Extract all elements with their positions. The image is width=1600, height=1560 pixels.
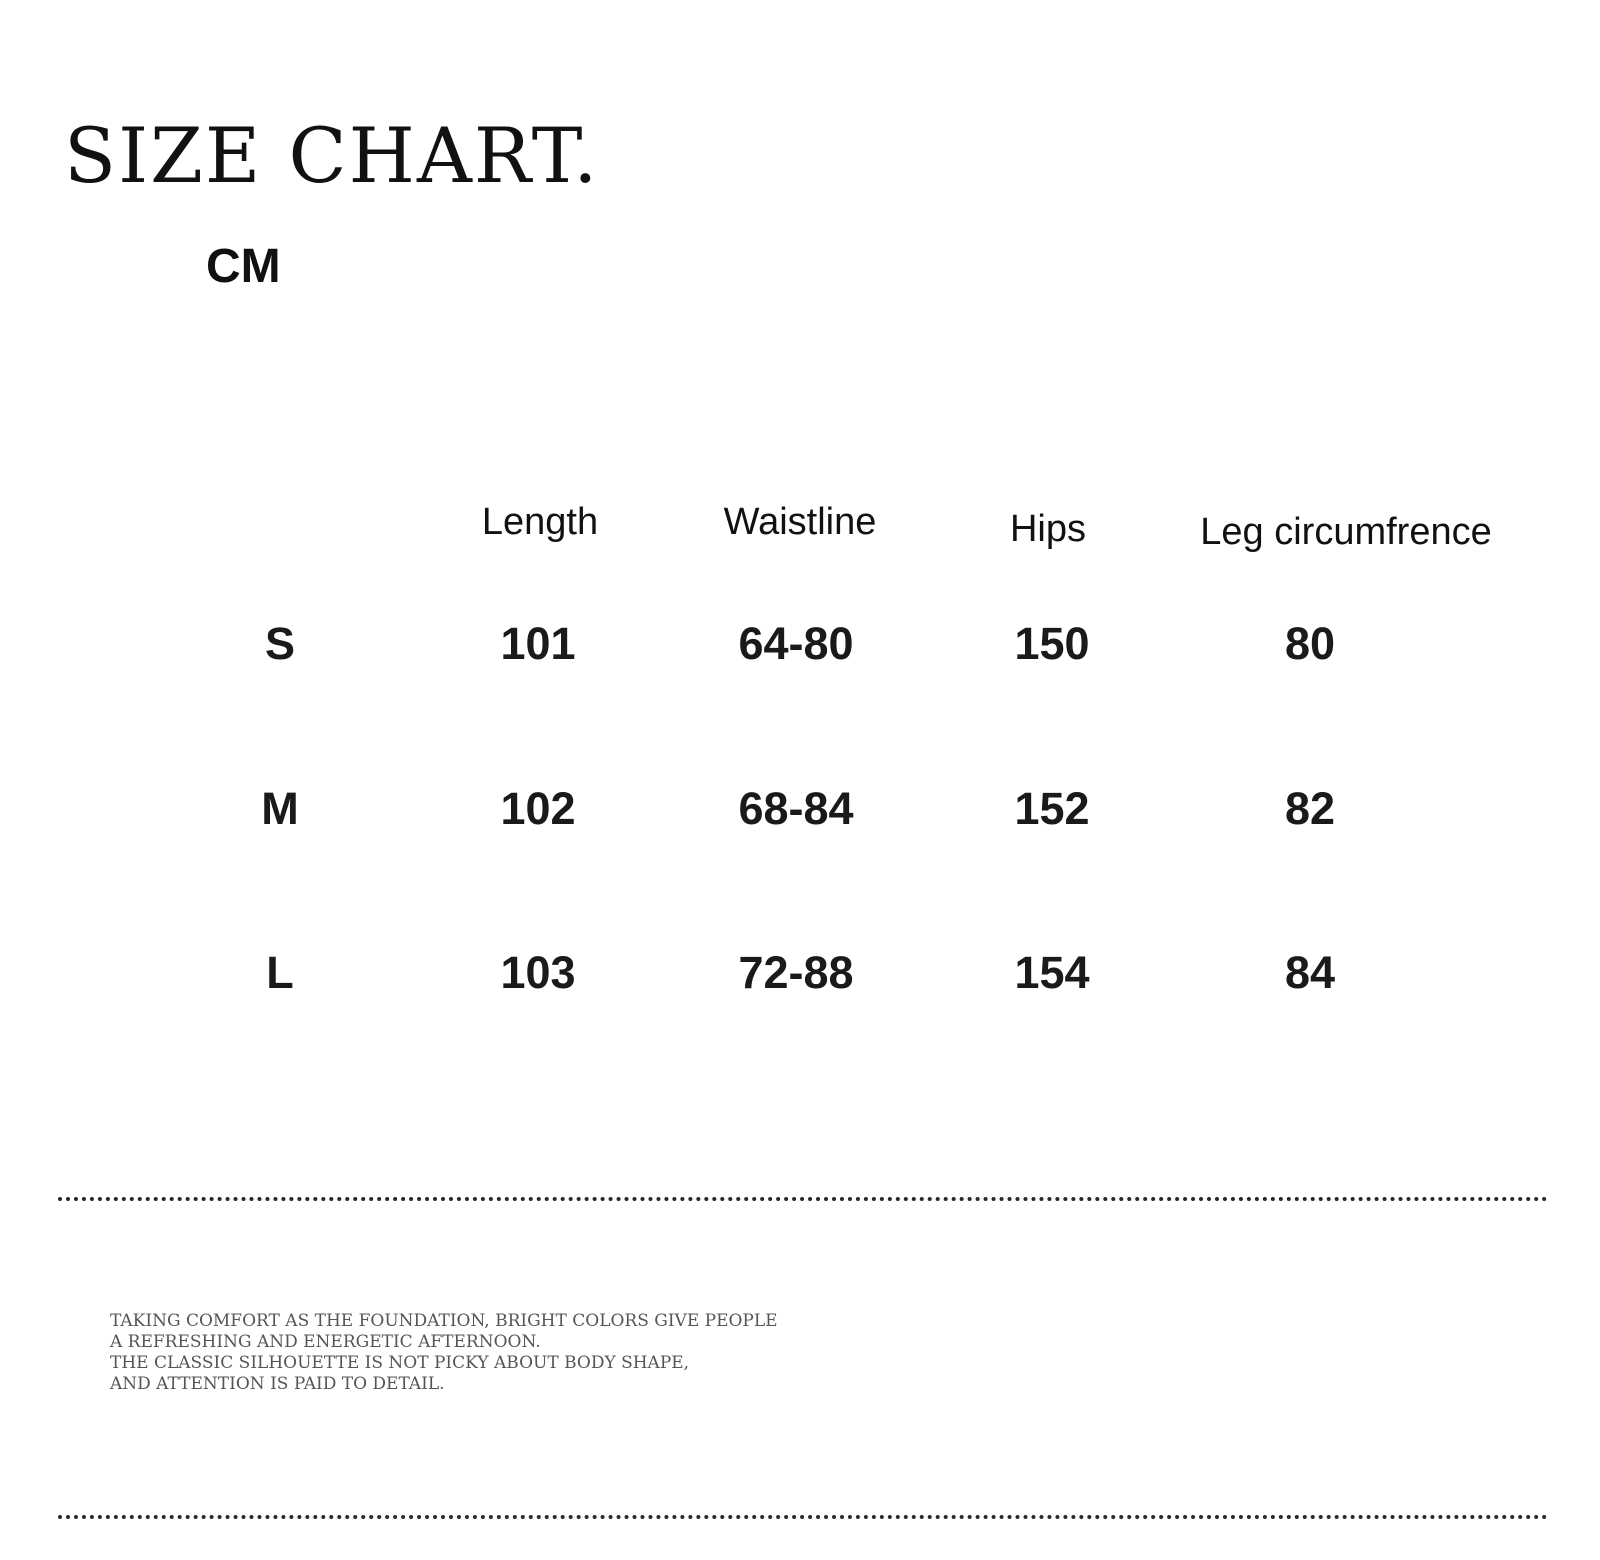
header-waistline: Waistline xyxy=(723,501,877,543)
row-size-label: M xyxy=(261,783,299,834)
header-length: Length xyxy=(481,501,599,543)
header-leg-circumference: Leg circumfrence xyxy=(1200,511,1492,553)
unit-label: CM xyxy=(206,240,281,293)
row-size-label: S xyxy=(264,618,296,669)
cell-leg-circumference: 80 xyxy=(1284,618,1336,669)
cell-waistline: 68-84 xyxy=(738,783,854,834)
cell-waistline: 64-80 xyxy=(738,618,854,669)
cell-length: 101 xyxy=(500,618,576,669)
description-line: TAKING COMFORT AS THE FOUNDATION, BRIGHT COLORS GIVE PEOPLE xyxy=(110,1311,778,1331)
description-line: AND ATTENTION IS PAID TO DETAIL. xyxy=(110,1374,445,1394)
header-hips: Hips xyxy=(1009,508,1087,550)
description-line: THE CLASSIC SILHOUETTE IS NOT PICKY ABOUT BODY SHAPE, xyxy=(110,1353,690,1373)
row-size-label: L xyxy=(266,947,294,998)
description-text xyxy=(110,1311,778,1395)
page-title: SIZE CHART. xyxy=(64,111,600,200)
cell-length: 102 xyxy=(500,783,576,834)
cell-waistline: 72-88 xyxy=(738,947,854,998)
cell-hips: 150 xyxy=(1014,618,1090,669)
cell-leg-circumference: 84 xyxy=(1284,947,1336,998)
cell-hips: 152 xyxy=(1014,783,1090,834)
description-line: A REFRESHING AND ENERGETIC AFTERNOON. xyxy=(110,1332,541,1352)
cell-length: 103 xyxy=(500,947,576,998)
divider-bottom xyxy=(58,1515,1548,1519)
cell-hips: 154 xyxy=(1014,947,1090,998)
cell-leg-circumference: 82 xyxy=(1284,783,1336,834)
divider-top xyxy=(58,1197,1548,1201)
